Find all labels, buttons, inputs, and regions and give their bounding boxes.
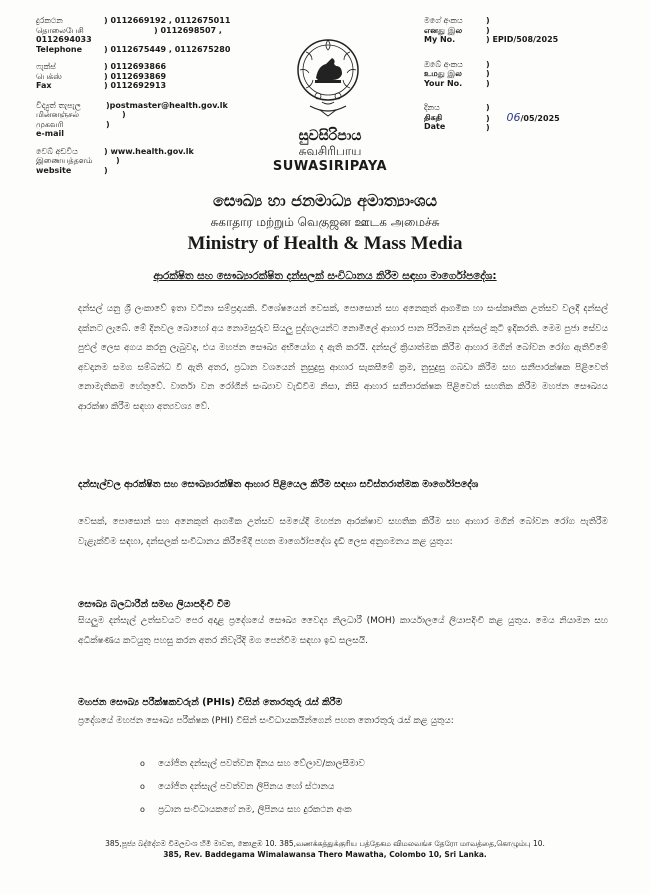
your-no-row: ඔබේ අංකය உமது இல Your No. ) ) ) (424, 60, 634, 89)
telephone-value-4: ) 0112675449 , 0112675280 (104, 44, 231, 54)
sri-lanka-emblem-icon (288, 22, 368, 122)
telephone-label-ta: தொலைபேசி (36, 25, 84, 35)
section-intro: වෙසක්, පොසොන් සහ අනෙකුත් ආගමික උත්සව සමයේදී මහජන ආරක්ෂාව සහතික කිරීම සහ ආහාර මගින් බෝවන රෝග පැතිරීම වැළැක්වීම සඳහා, දන්සලක් සංවිධානය කිරීමේදී පහත මාර්ගෝපදේශ දැඩි ලෙස අනුගමනය කළ යුතුය: (78, 517, 608, 547)
brand-block (270, 128, 390, 175)
fax-value-3: ) 0112692913 (104, 81, 167, 90)
brand-si: සුවසිරිපාය (298, 128, 362, 144)
fax-label-si: ෆැක්ස් (36, 62, 56, 71)
website-value-3: ) (104, 165, 108, 175)
fax-label-ta: பெக்ஸ் (36, 71, 62, 81)
list-item-text: යෝජිත දන්සැල් පවත්වන ලිපිනය හෝ ස්ථානය (158, 781, 335, 792)
info-list (140, 752, 600, 821)
fax-label-en: Fax (36, 81, 52, 90)
ministry-header (60, 190, 590, 256)
phi-heading: මහජන සෞඛ්‍ය පරීක්ෂකවරුන් (PHIs) විසින් තොරතුරු රැස් කිරීම (78, 697, 343, 708)
website-label-en: website (36, 165, 72, 175)
website-value[interactable]: ) www.health.gov.lk (104, 146, 194, 156)
list-item (140, 798, 600, 821)
date-row: දිනය திகதி Date ) ) 06/05/2025 ) (424, 103, 634, 133)
your-no-label-si: ඔබේ අංකය (424, 59, 463, 69)
list-item-text: ප්‍රධාන සංවිධායකගේ නම, ලිපිනය සහ දුරකථන අංක (158, 804, 352, 815)
email-value[interactable]: )postmaster@health.gov.lk (106, 100, 228, 110)
brand-ta: சுவசிரிபாய (298, 144, 362, 158)
my-no-value: ) EPID/508/2025 (486, 35, 559, 44)
date-value: /05/2025 (520, 113, 560, 123)
registration-heading: සෞඛ්‍ය බලධාරීන් සමඟ ලියාපදිංචි වීම (78, 599, 231, 610)
brand-en: SUWASIRIPAYA (272, 159, 388, 174)
date-label-si: දිනය (424, 103, 440, 112)
contact-block (36, 16, 266, 178)
email-value-2: ) (122, 110, 126, 119)
list-item-text: යෝජිත දන්සැල් පවත්වන දිනය සහ වේලාව/කාලසීමාව (158, 758, 365, 769)
telephone-value-3 (104, 35, 266, 45)
intro-paragraph: දන්සල් යනු ශ්‍රී ලංකාවේ ඉතා වටිනා සම්ප්‍රදායකි. විශේෂයෙන් වෙසක්, පොසොන් සහ අනෙකුත් ආගමික හා සංස්කෘතික උත්සව වලදී දන්සල් දක්නට ලැබේ. මේ දිනවල බොහෝ අය නොමසුරුව සියලු පුද්ගලයන්ට නොමිලේ ආහාර පාන පිරිනමන දන්සල් කුටි ඉදිකරති. මෙම පුජා සේවය පුළුල් ලෙස අගය කරනු ලැබුවද, එය මහජන සෞඛ්‍ය අභියෝග ද ඇති කරයි. දන්සල් ක්‍රියාත්මක කිරීම ආහාර මගින් බෝවන රෝග ඇතිවීමේ අවදානම සමග සම්බන්ධ වී ඇති අතර, ප්‍රධාන වශයෙන් නුසුදුසු ආහාර සැකසීමේ ක්‍රම, නුසුදුසු ගබඩා කිරීම සහ සනීපාරක්ෂක පිළිවෙත් නොමැතිකම හේතුවේ. වාර්තා වන රෝගීන් සංඛ්‍යාව වැඩිවීම නිසා, නිසි ආහාර සනීපාරක්ෂක පිළිවෙත් සහතික කිරීම මහජන සෞඛ්‍යය ආරක්ෂා කිරීම සඳහා අත්‍යවශ්‍ය වේ. (78, 304, 608, 412)
section-title: දන්සැල්වල ආරක්ෂිත සහ සෞඛ්‍යාරක්ෂිත ආහාර පිළියෙල කිරීම සඳහා සවිස්තරාත්මක මාර්ගෝපදේශ (78, 479, 479, 490)
document-title: ආරක්ෂිත සහ සෞඛ්‍යාරක්ෂිත දන්සලක් සංවිධානය කිරීම සඳහා මාර්ගෝපදේශ: (153, 270, 497, 282)
footer-line-1: 385,පූජ්‍ය බද්දේගම විමලවංශ හිමි මාවත, කොළඹ 10. 385,வணக்கத்துக்குரிய பத்தேகம விமலவங்ச தேரோ மாவத்தை,கொழும்பு 10. (105, 839, 545, 848)
bullet-marker: o (140, 782, 145, 791)
my-no-row: මගේ අංකය எனது இல My No. ) ) ) EPID/508/2025 (424, 16, 634, 45)
bullet-marker: o (140, 759, 145, 768)
telephone-value-1: ) 0112669192 , 0112675011 (104, 16, 231, 25)
website-label-ta: இணையத்தளம் (36, 156, 93, 165)
email-row (36, 101, 266, 139)
date-label-ta: திகதி (424, 112, 443, 122)
bullet-marker: o (140, 805, 145, 814)
telephone-label-si: දුරකථන (36, 16, 63, 25)
telephone-value-2: ) 0112698507 , (154, 25, 222, 35)
fax-row (36, 62, 266, 91)
email-value-3: ) (106, 119, 110, 129)
email-label-ta: மின்னஞ்சல் முகவரி (36, 110, 80, 129)
your-no-label-ta: உமது இல (424, 69, 462, 78)
phi-text: ප්‍රදේශයේ මහජන සෞඛ්‍ය පරීක්ෂක (PHI) විසින් සංවිධායකයින්ගෙන් පහත තොරතුරු රැස් කළ යුතුය: (78, 716, 454, 726)
telephone-extra: 0112694033 (36, 35, 92, 44)
list-item (140, 752, 600, 775)
date-bracket: ) (486, 123, 490, 132)
my-no-label-en: My No. (424, 35, 456, 44)
your-no-label-en: Your No. (424, 78, 463, 88)
website-value-2: ) (116, 156, 120, 165)
website-row (36, 147, 266, 176)
ministry-name-si: සෞඛ්‍ය හා ජනමාධ්‍ය අමාත්‍යාංශය (213, 191, 437, 210)
fax-value-1: ) 0112693866 (104, 62, 167, 71)
your-no-value: ) (486, 78, 490, 88)
date-label-en: Date (424, 122, 446, 131)
email-label-si: විද්‍යුත් තැපැල (36, 100, 81, 110)
ministry-name-en: Ministry of Health & Mass Media (187, 233, 463, 254)
email-label-en: e-mail (36, 129, 64, 138)
date-handwritten-day: 06 (506, 110, 521, 124)
ministry-name-ta: சுகாதார மற்றும் வெகுஜன ஊடக அமைச்சு (210, 215, 440, 229)
my-no-label-si: මගේ අංකය (424, 16, 463, 25)
my-no-label-ta: எனது இல (424, 25, 463, 35)
fax-value-2: ) 0112693869 (104, 71, 167, 81)
footer-line-2: 385, Rev. Baddegama Wimalawansa Thero Mawatha, Colombo 10, Sri Lanka. (163, 850, 487, 859)
telephone-row (36, 16, 266, 54)
telephone-label-en: Telephone (36, 44, 83, 54)
registration-text: සියලුම දන්සැල් උත්සවයට පෙර අදාළ ප්‍රදේශයේ සෞඛ්‍ය වෛද්‍ය නිලධාරී (MOH) කාර්යාලයේ ලියාපදිංචි කළ යුතුය. මෙය නියාමන සහ අධීක්ෂණය කටයුතු පහසු කරන අතර නිවැරිදි මග පෙන්වීම සඳහා ඉඩ සලසයි. (78, 616, 608, 646)
reference-block (424, 16, 634, 148)
footer-address (20, 838, 630, 860)
website-label-si: වෙබ් අඩවිය (36, 146, 78, 156)
list-item (140, 775, 600, 798)
